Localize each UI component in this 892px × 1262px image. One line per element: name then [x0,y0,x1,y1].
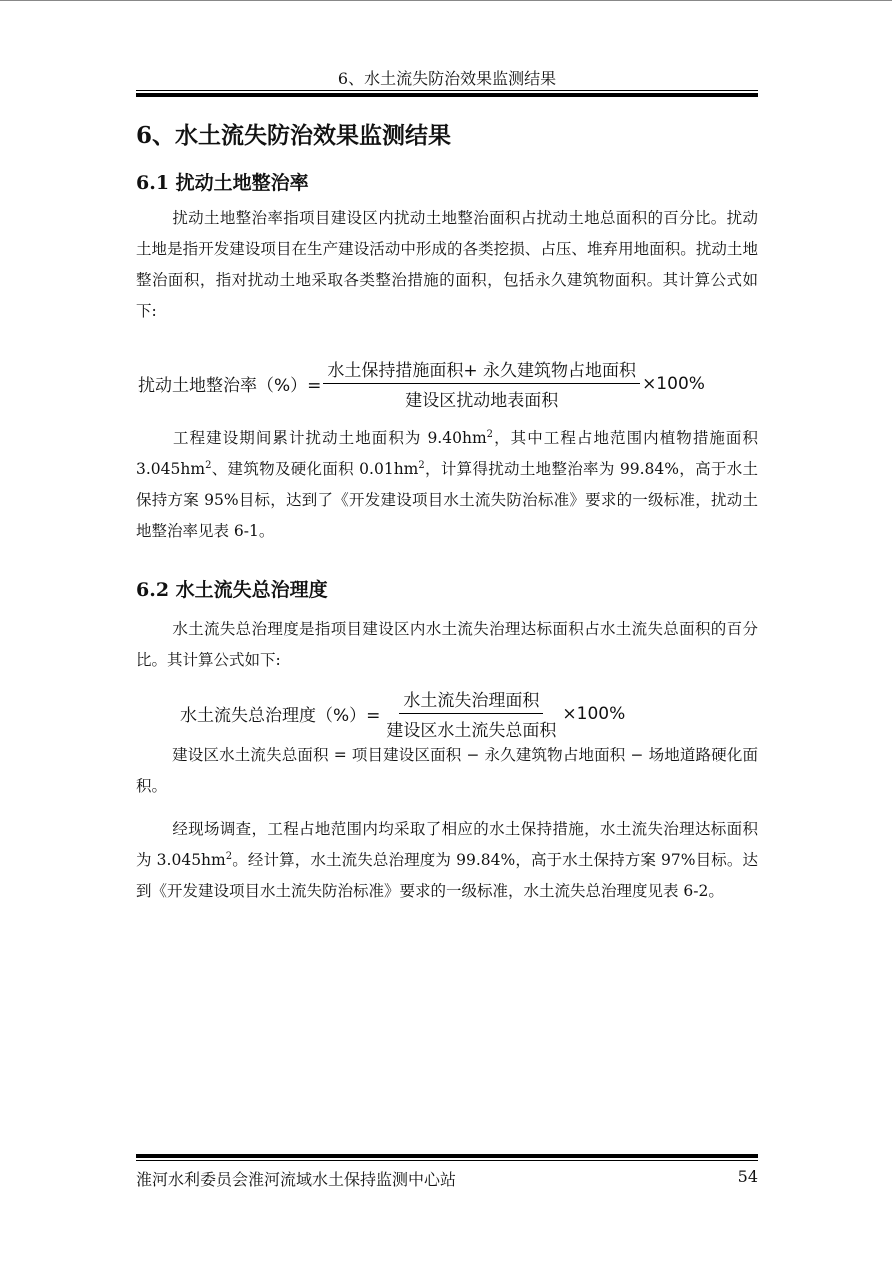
formula-denominator: 建设区水土流失总面积 [386,721,557,741]
paragraph-text-1: 工程建设期间累计扰动土地面积为 9.40hm [172,429,487,447]
paragraph-text-2: ，其中工程占地范围内植物措施面积 3.045hm [136,429,758,478]
section-heading-6-2: 6.2 水土流失总治理度 [136,579,328,601]
paragraph-text-4: ，计算得扰动土地整治率为 99.84%，高于水土保持方案 95%目标，达到了《开发建设项目水土流失防治标准》要求的一级标准，扰动土地整治率见表 6-1。 [136,460,758,540]
paragraph-text-3: 、建筑物及硬化面积 0.01hm [211,460,419,478]
section-heading-6-1: 6.1 扰动土地整治率 [136,172,309,194]
page-number: 54 [737,1167,758,1186]
footer-organization: 淮河水利委员会淮河流域水土保持监测中心站 [136,1170,457,1189]
running-header: 6、水土流失防治效果监测结果 [337,69,557,88]
paragraph-6-1-definition [136,203,758,327]
paragraph-text: 水土流失总治理度是指项目建设区内水土流失治理达标面积占水土流失总面积的百分比。其计算公式如下: [136,620,758,669]
formula-lhs: 扰动土地整治率（%）= [138,376,322,396]
formula-disturbed-land-rate [138,356,705,411]
formula-multiplier: ×100% [642,373,705,394]
footer-rule-thick [136,1154,758,1158]
header-rule-thick [136,93,758,97]
paragraph-6-2-area-definition [136,740,758,802]
formula-numerator: 水土流失治理面积 [399,686,543,714]
paragraph-text: 扰动土地整治率指项目建设区内扰动土地整治面积占扰动土地总面积的百分比。扰动土地是指开发建设项目在生产建设活动中形成的各类挖损、占压、堆弃用地面积。扰动土地整治面积，指对扰动土地采取各类整治措施的面积，包括永久建筑物面积。其计算公式如下: [136,209,758,320]
paragraph-6-2-result [136,814,758,907]
superscript: 2 [418,459,425,471]
footer-rule-thin [136,1160,758,1161]
paragraph-text: 建设区水土流失总面积 = 项目建设区面积 − 永久建筑物占地面积 − 场地道路硬化面积。 [136,746,758,795]
chapter-heading: 6、水土流失防治效果监测结果 [136,122,452,149]
superscript: 2 [225,850,233,862]
formula-lhs: 水土流失总治理度（%）= [180,706,381,726]
paragraph-6-2-definition [136,614,758,676]
formula-numerator: 水土保持措施面积+ 永久建筑物占地面积 [323,356,640,384]
paragraph-text-1: 经现场调查，工程占地范围内均采取了相应的水土保持措施，水土流失治理达标面积为 3.045hm [136,820,758,869]
superscript: 2 [486,428,494,440]
header-rule-thin [136,90,758,91]
superscript: 2 [205,459,212,471]
formula-multiplier: ×100% [562,703,626,724]
formula-total-control-degree [180,686,625,741]
paragraph-6-1-result [136,423,758,547]
formula-denominator: 建设区扰动地表面积 [405,391,559,411]
formula-fraction [323,356,640,411]
formula-fraction [382,686,560,741]
paragraph-text-2: 。经计算，水土流失总治理度为 99.84%，高于水土保持方案 97%目标。达到《开发建设项目水土流失防治标准》要求的一级标准，水土流失总治理度见表 6-2。 [136,851,758,900]
page-top-border [0,0,892,1]
